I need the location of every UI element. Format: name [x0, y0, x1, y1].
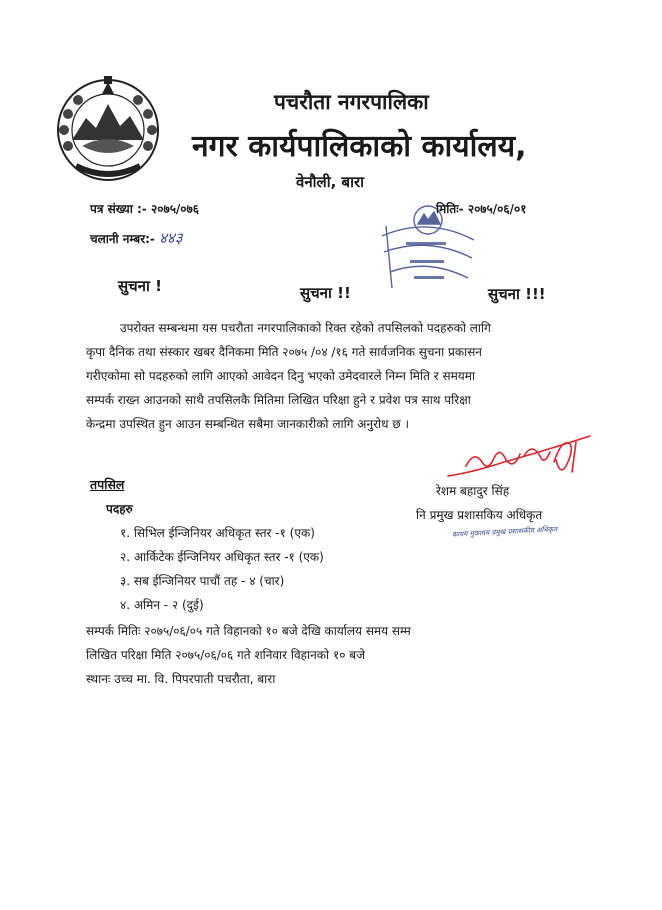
contact-schedule: सम्पर्क मितिः २०७५/०६/०५ गते विहानको १० बजे देखि कार्यालय समय सम्म	[86, 624, 411, 638]
body-line: गरीएकोमा सो पदहरुको लागि आएको आवेदन दिनु भएको उमेदवारले निम्न मिति र समयमा	[86, 369, 475, 383]
handwritten-signature	[444, 432, 594, 482]
office-location: वेनौली, बारा	[296, 173, 364, 191]
dispatch-number-label: चलानी नम्बर:-	[90, 232, 155, 246]
issue-date-value: २०७५/०६/०१	[467, 202, 527, 216]
letter-number-value: २०७५/०७६	[150, 202, 200, 216]
body-line: केन्द्रमा उपस्थित हुन आउन सम्बन्धित सबैमा जानकारीको लागि अनुरोध छ ।	[86, 417, 410, 431]
post-item: ३. सब ईन्जिनियर पाचौं तह - ४ (चार)	[120, 574, 285, 588]
notice-heading-3: सुचना !!!	[488, 285, 546, 303]
letter-number-label: पत्र संख्या :-	[90, 202, 147, 216]
notice-heading-2: सुचना !!	[300, 284, 351, 302]
post-item: १. सिभिल ईन्जिनियर अधिकृत स्तर -१ (एक)	[120, 526, 315, 540]
dispatch-number	[90, 228, 183, 248]
details-heading: तपसिल	[90, 477, 125, 492]
nepal-government-emblem-icon	[52, 74, 164, 184]
notice-heading-1: सुचना !	[118, 277, 162, 295]
issue-date-label: मितिः-	[436, 202, 464, 216]
posts-heading: पदहरु	[106, 502, 133, 516]
notice-body	[86, 316, 586, 436]
designation-seal: कायम मुकायम प्रमुख प्रशासकीय अधिकृत	[451, 525, 558, 539]
issue-date	[436, 200, 527, 217]
signatory-designation: नि प्रमुख प्रशासकिय अधिकृत	[416, 508, 543, 522]
exam-venue: स्थानः उच्च मा. वि. पिपरपाती पचरौता, बारा	[86, 672, 276, 686]
office-name: नगर कार्यपालिकाको कार्यालय,	[192, 129, 527, 164]
municipality-name: पचरौता नगरपालिका	[274, 90, 429, 114]
exam-schedule: लिखित परिक्षा मिति २०७५/०६/०६ गते शनिवार विहानको १० बजे	[86, 648, 365, 662]
post-item: २. आर्किटेक ईन्जिनियर अधिकृत स्तर -१ (एक)	[120, 550, 324, 564]
signatory-name: रेशम बहादुर सिंह	[436, 484, 510, 498]
letter-number	[90, 200, 199, 217]
body-line: उपरोक्त सम्बन्धमा यस पचरौता नगरपालिकाको रिक्त रहेको तपसिलको पदहरुको लागि	[120, 321, 491, 335]
post-item: ४. अमिन - २ (दुई)	[120, 598, 204, 612]
body-line: कृपा दैनिक तथा संस्कार खबर दैनिकमा मिति २०७५ /०४ /१६ गते सार्वजनिक सुचना प्रकासन	[86, 345, 482, 359]
dispatch-number-value: ४४३	[159, 229, 183, 247]
body-line: सम्पर्क राख्न आउनको साथै तपसिलकै मितिमा लिखित परिक्षा हुने र प्रवेश पत्र साथ परिक्षा	[86, 393, 471, 407]
